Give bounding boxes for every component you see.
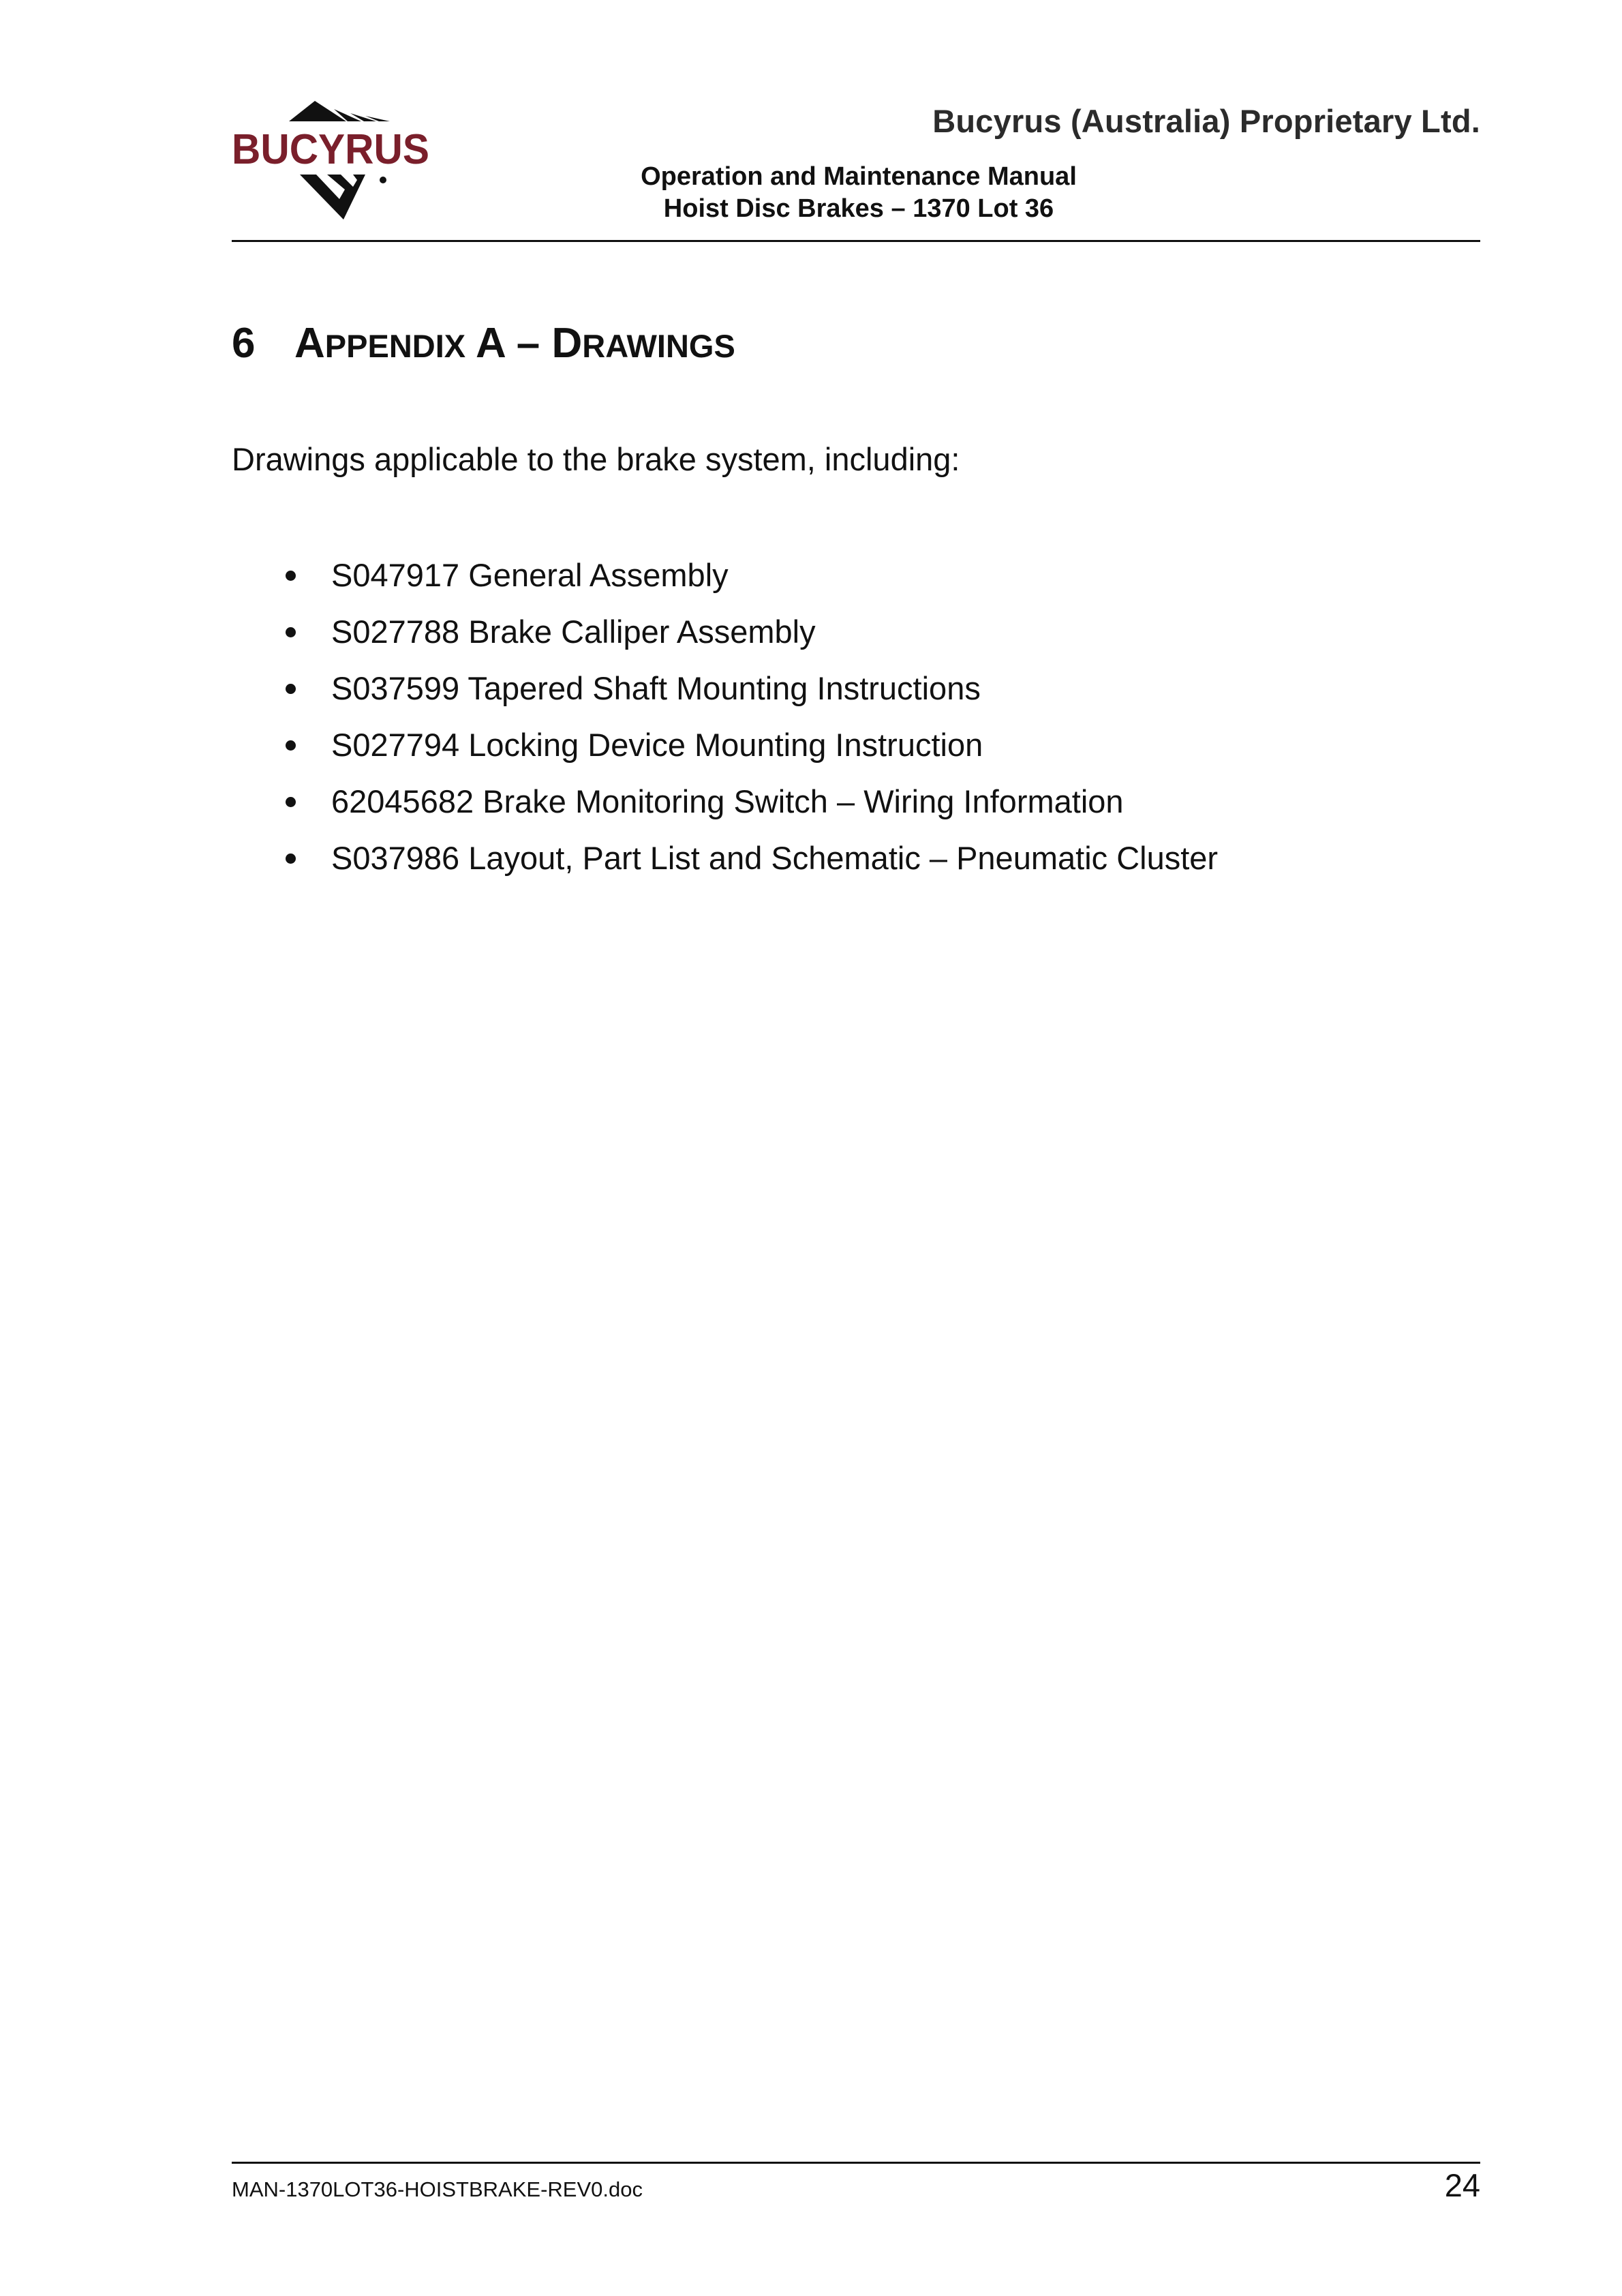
manual-title-block — [600, 161, 1118, 225]
footer-divider — [232, 2162, 1480, 2164]
manual-subtitle: Hoist Disc Brakes – 1370 Lot 36 — [663, 194, 1054, 223]
bullet-icon — [286, 854, 296, 864]
heading-part: D — [551, 320, 583, 367]
list-item-text: S027788 Brake Calliper Assembly — [331, 614, 816, 650]
list-item-text: S037599 Tapered Shaft Mounting Instructions — [331, 670, 981, 706]
logo-wordmark: BUCYRUS — [232, 126, 429, 173]
list-item-text: S027794 Locking Device Mounting Instruction — [331, 727, 983, 763]
list-item-text: 62045682 Brake Monitoring Switch – Wiring Information — [331, 783, 1124, 819]
bullet-icon — [286, 740, 296, 751]
bullet-icon — [286, 797, 296, 807]
manual-title: Operation and Maintenance Manual — [641, 162, 1077, 191]
heading-part: A – — [465, 320, 552, 367]
company-name: Bucyrus (Australia) Proprietary Ltd. — [932, 103, 1480, 139]
bullet-icon — [286, 627, 296, 637]
section-heading — [232, 319, 735, 367]
section-number: 6 — [232, 320, 256, 367]
bullet-icon — [286, 571, 296, 581]
intro-paragraph: Drawings applicable to the brake system, including: — [232, 441, 960, 477]
page-number: 24 — [1444, 2167, 1480, 2203]
list-item-text: S047917 General Assembly — [331, 557, 729, 593]
bucyrus-logo — [232, 95, 429, 225]
bullet-icon — [286, 684, 296, 694]
heading-part: PPENDIX — [324, 328, 466, 364]
header-divider — [232, 240, 1480, 242]
heading-part: A — [294, 320, 325, 367]
list-item-text: S037986 Layout, Part List and Schematic – Pneumatic Cluster — [331, 840, 1219, 876]
heading-part: RAWINGS — [582, 328, 735, 364]
document-filename: MAN-1370LOT36-HOISTBRAKE-REV0.doc — [232, 2177, 643, 2201]
